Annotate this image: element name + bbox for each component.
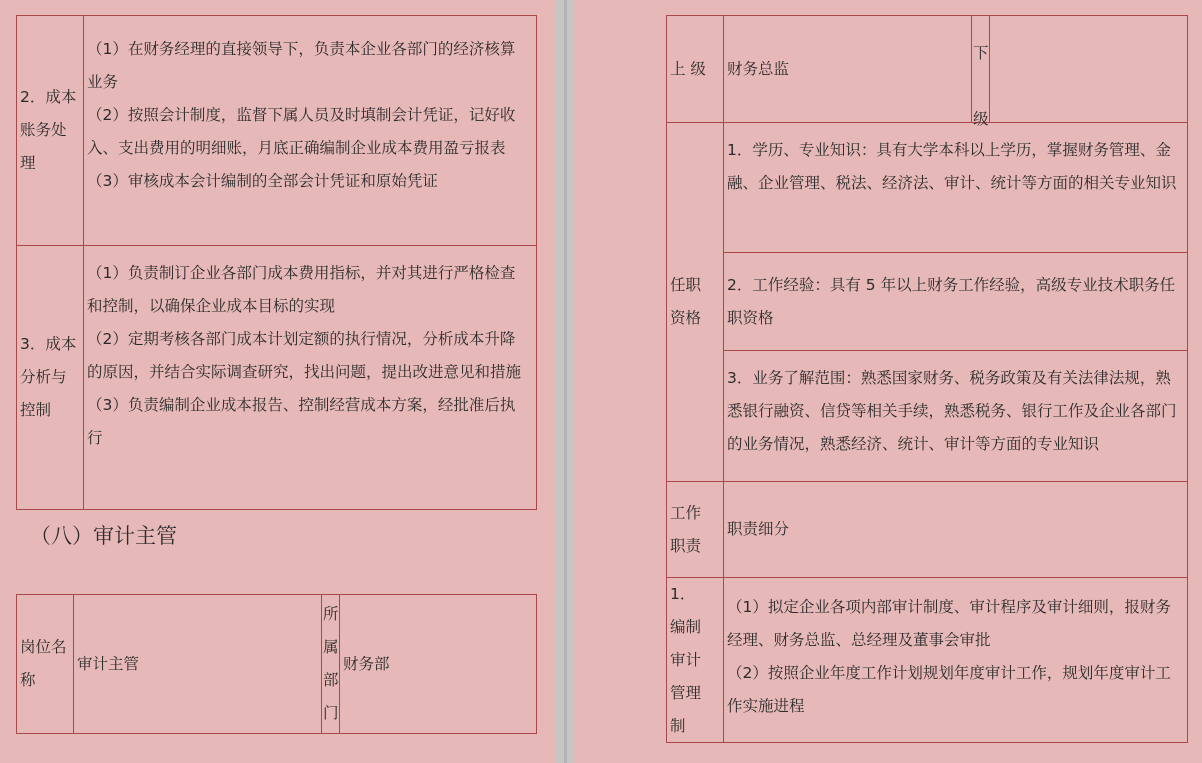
subordinate-value-cell [989, 15, 1188, 123]
section-heading: （八）审计主管 [30, 524, 177, 548]
table-row-content [83, 15, 537, 246]
qualification-item-cell [723, 351, 1188, 482]
list-item: （3）审核成本会计编制的全部会计凭证和原始凭证 [87, 172, 438, 190]
table-row-content [83, 246, 537, 510]
list-item: （1）负责制订企业各部门成本费用指标，并对其进行严格检查和控制，以确保企业成本目标的实现 [87, 264, 516, 315]
document-page-left [0, 0, 556, 763]
superior-label: 上 级 [670, 59, 706, 78]
qualification-label: 任职资格 [670, 276, 702, 327]
table-row-label [16, 15, 83, 246]
post-name-value: 审计主管 [77, 654, 140, 673]
row-label-cost-accounting: 2．成本账务处理 [20, 88, 77, 172]
qualification-item-cell [723, 123, 1188, 253]
document-page-right [574, 0, 1202, 763]
list-item: （3）负责编制企业成本报告、控制经营成本方案，经批准后执行 [87, 396, 516, 447]
post-name-label-cell [16, 594, 73, 734]
qualification-item-cell [723, 253, 1188, 351]
list-item: 2．工作经验：具有 5 年以上财务工作经验，高级专业技术职务任职资格 [727, 275, 1176, 327]
list-item: 1．学历、专业知识：具有大学本科以上学历，掌握财务管理、金融、企业管理、税法、经济法、审计、统计等方面的相关专业知识 [727, 141, 1177, 192]
list-item: （2）按照会计制度，监督下属人员及时填制会计凭证，记好收入、支出费用的明细账，月底正确编制企业成本费用盈亏报表 [87, 106, 516, 157]
subordinate-label-cell [971, 15, 989, 128]
post-name-value-cell [73, 594, 321, 734]
superior-value-cell [723, 15, 971, 123]
dept-value: 财务部 [343, 654, 390, 673]
superior-value: 财务总监 [727, 59, 790, 78]
subordinate-label: 下级 [973, 44, 989, 128]
audit-items-cell [723, 578, 1188, 743]
audit-label: 1．编制审计管理制 [670, 584, 702, 735]
list-item: （2）定期考核各部门成本计划定额的执行情况，分析成本升降的原因，并结合实际调查研究，找出问题，提出改进意见和措施 [87, 330, 522, 381]
dept-value-cell [339, 594, 537, 734]
duty-label-cell [666, 482, 723, 578]
page-gap [556, 0, 574, 763]
table-row-label [16, 246, 83, 510]
audit-label-cell [666, 578, 723, 743]
list-item: （2）按照企业年度工作计划规划年度审计工作，规划年度审计工作实施进程 [727, 664, 1171, 715]
duty-value: 职责细分 [727, 520, 790, 538]
list-item: 3．业务了解范围：熟悉国家财务、税务政策及有关法律法规，熟悉银行融资、信贷等相关手续，熟悉税务、银行工作及企业各部门的业务情况，熟悉经济、统计、审计等方面的专业知识 [727, 369, 1177, 453]
duty-label: 工作职责 [670, 503, 702, 555]
post-name-label: 岗位名称 [20, 638, 67, 689]
list-item: （1）在财务经理的直接领导下，负责本企业各部门的经济核算业务 [87, 40, 516, 91]
list-item: （1）拟定企业各项内部审计制度、审计程序及审计细则，报财务经理、财务总监、总经理及董事会审批 [727, 598, 1171, 649]
duty-value-cell [723, 482, 1188, 578]
qualification-label-cell [666, 123, 723, 482]
dept-label: 所属部门 [323, 605, 339, 722]
row-label-cost-analysis: 3．成本分析与控制 [20, 335, 77, 419]
dept-label-cell [321, 594, 339, 734]
superior-label-cell [666, 15, 723, 123]
